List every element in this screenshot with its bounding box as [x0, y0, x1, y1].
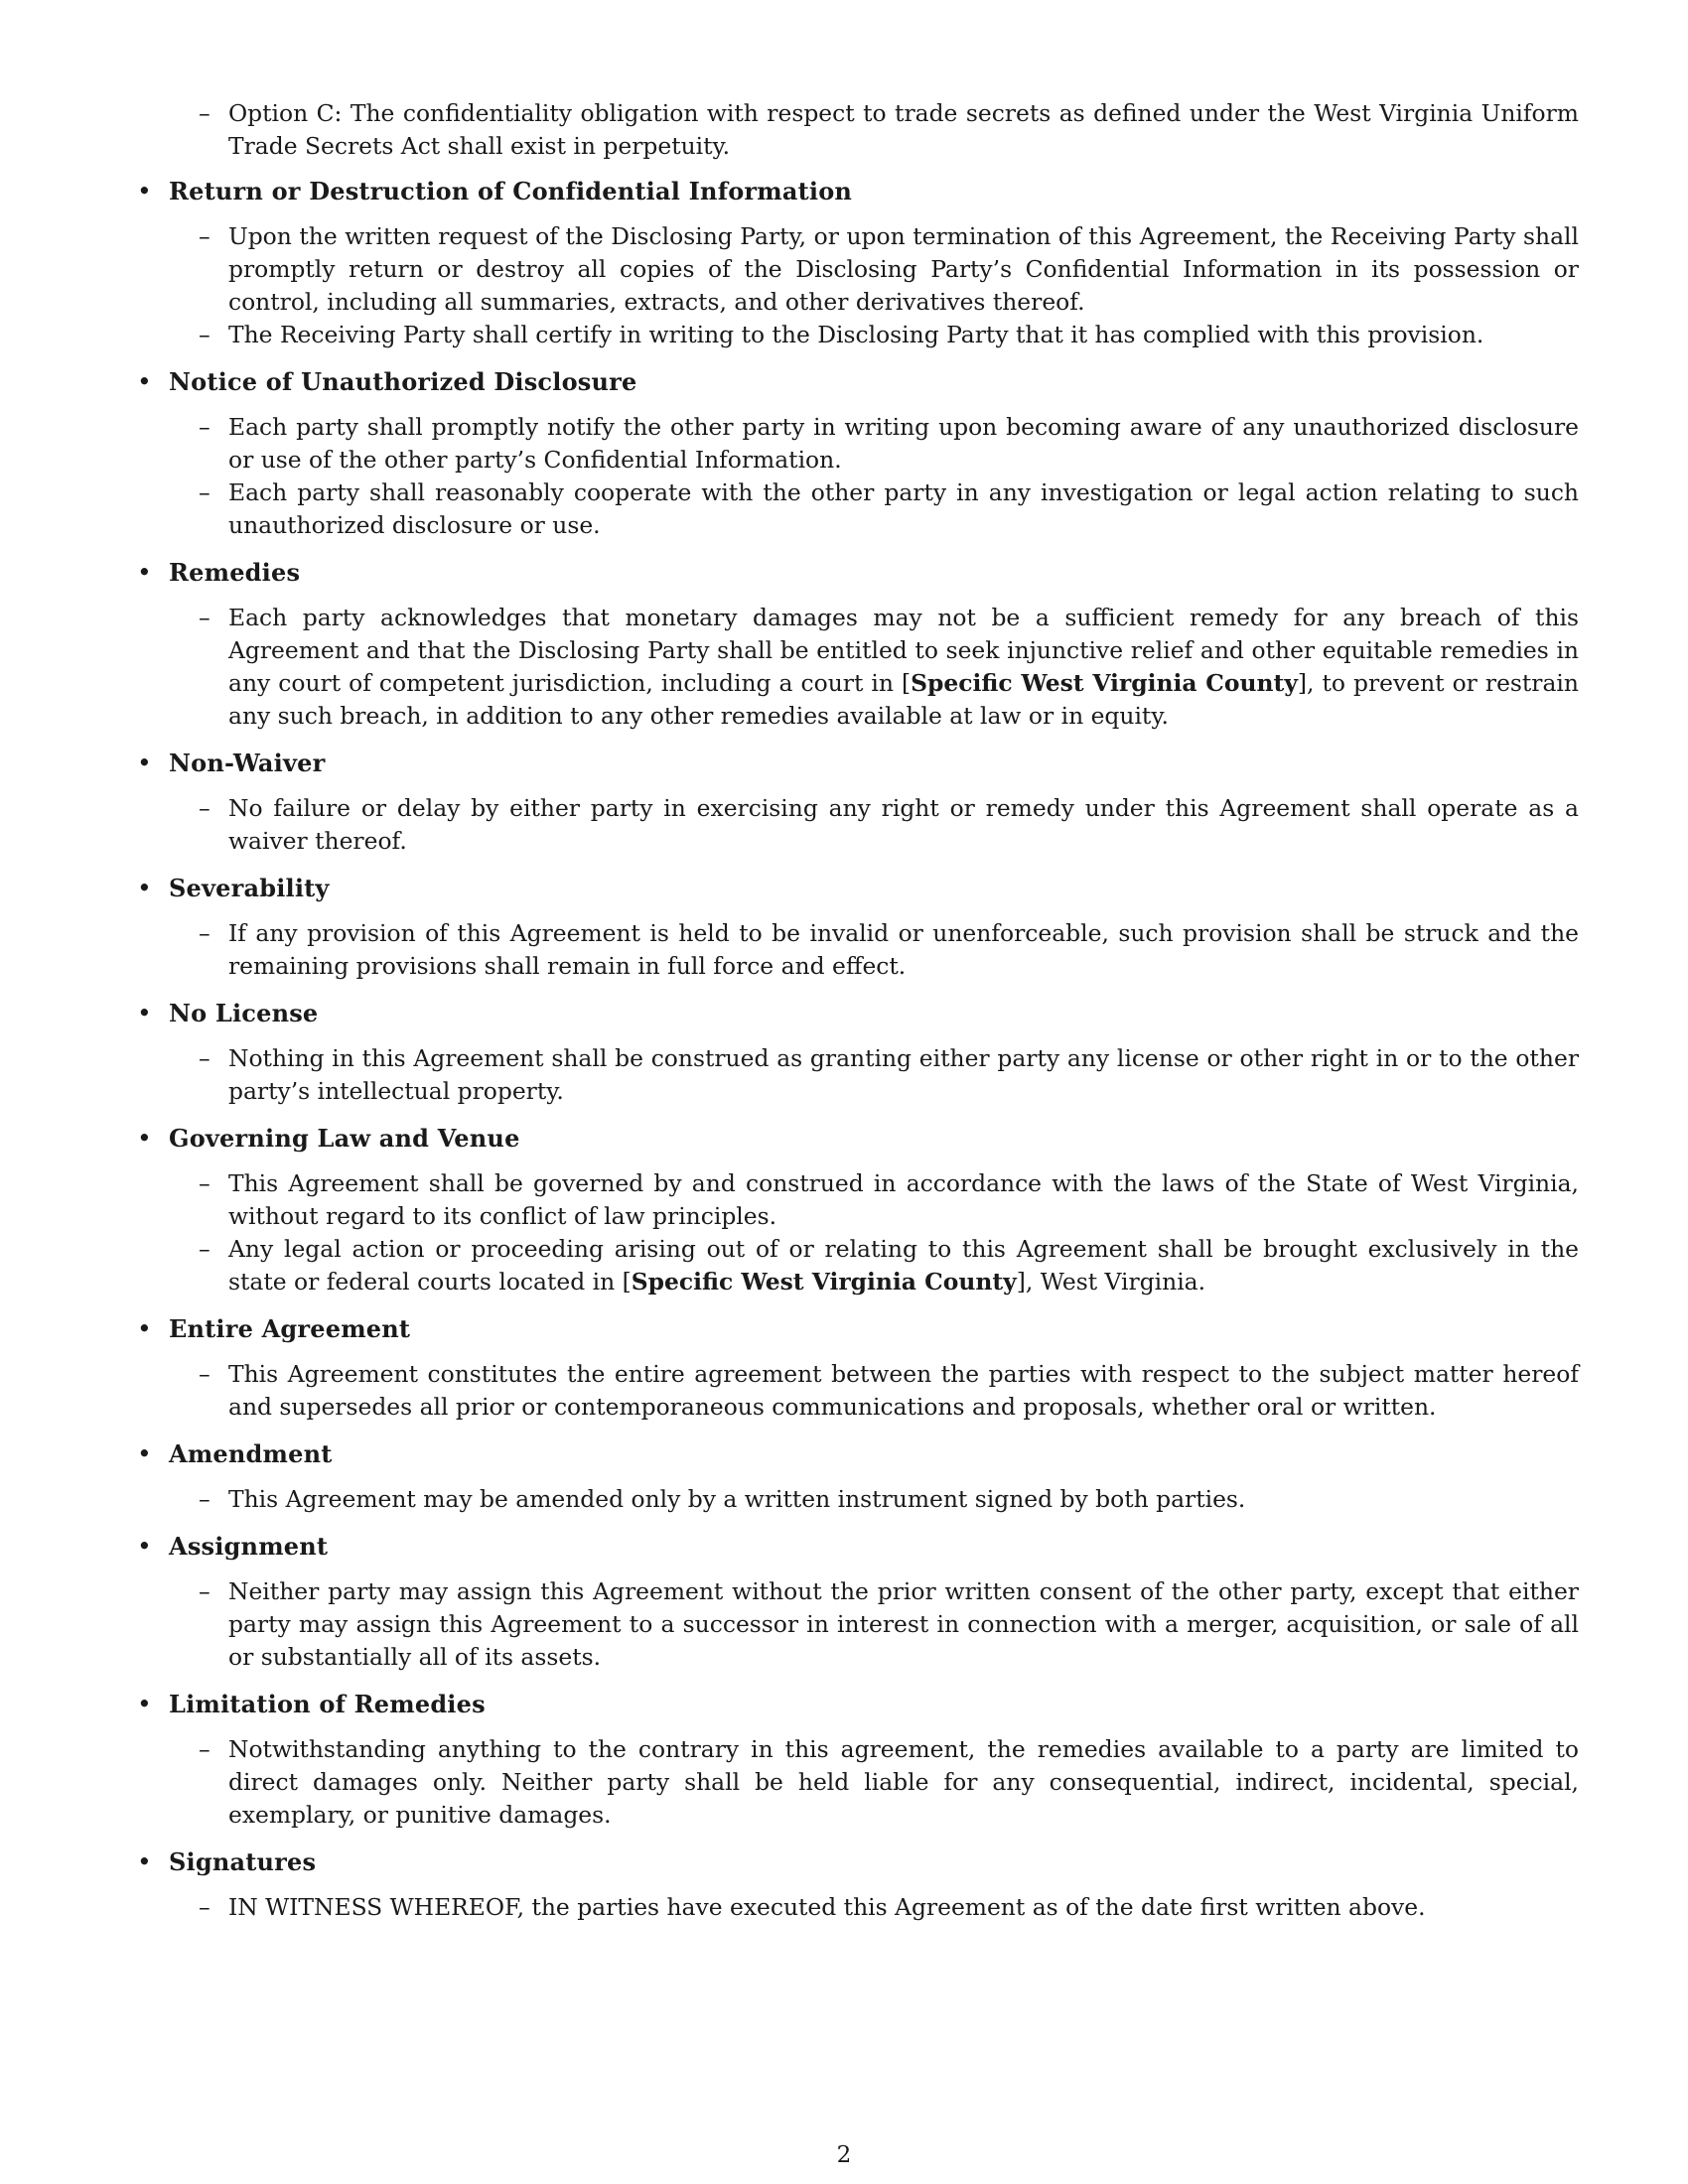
- sub-clause-text: Upon the written request of the Disclosing Party, or upon termination of this Agreement, the Receiving Party shall promptly return or destroy all copies of the Disclosing Party’s Confidential Information in its possession or control, including all summaries, extracts, and other derivatives thereof.: [228, 222, 1579, 316]
- bullet-icon: •: [137, 1847, 152, 1876]
- dash-marker: –: [199, 1360, 211, 1388]
- sub-clause: [169, 1733, 1579, 1832]
- section-title: No License: [169, 999, 319, 1027]
- sub-clause: [169, 220, 1579, 319]
- sub-clause: [169, 319, 1579, 351]
- dash-marker: –: [199, 604, 211, 631]
- sub-clause-text: If any provision of this Agreement is held to be invalid or unenforceable, such provision shall be struck and the remaining provisions shall remain in full force and effect.: [228, 919, 1579, 980]
- sub-clause-list: [169, 1358, 1579, 1424]
- section-assignment: [129, 1530, 1579, 1674]
- bullet-icon: •: [137, 874, 152, 902]
- section-title: Governing Law and Venue: [169, 1124, 520, 1153]
- dash-marker: –: [199, 413, 211, 441]
- sub-clause-list: [169, 220, 1579, 351]
- section-title: Return or Destruction of Confidential Information: [169, 177, 853, 205]
- section-remedies: [129, 556, 1579, 733]
- sub-clause-list: [169, 917, 1579, 983]
- dash-marker: –: [199, 321, 211, 348]
- section-limitation-of-remedies: [129, 1688, 1579, 1832]
- section-title: Remedies: [169, 558, 301, 587]
- dash-marker: –: [199, 99, 211, 127]
- sub-clause-list: [169, 1575, 1579, 1674]
- dash-marker: –: [199, 1577, 211, 1605]
- bullet-icon: •: [137, 999, 152, 1027]
- sub-clause: [169, 477, 1579, 542]
- sub-clause-text: Neither party may assign this Agreement without the prior written consent of the other party, except that either party may assign this Agreement to a successor in interest in connection with a merger, acquisition, or sale of all or substantially all of its assets.: [228, 1577, 1579, 1671]
- bullet-icon: •: [137, 1690, 152, 1718]
- sub-clause: [129, 97, 1579, 163]
- sub-clause: [169, 1042, 1579, 1108]
- sub-clause-text: This Agreement may be amended only by a written instrument signed by both parties.: [228, 1485, 1246, 1513]
- section-signatures: [129, 1845, 1579, 1924]
- sub-clause-text: Each party shall reasonably cooperate with the other party in any investigation or legal action relating to such unauthorized disclosure or use.: [228, 478, 1579, 539]
- sub-clause: [169, 1233, 1579, 1298]
- section-title: Non-Waiver: [169, 749, 326, 777]
- section-title: Assignment: [169, 1532, 329, 1561]
- sub-clause: [169, 1575, 1579, 1674]
- sub-clause-list: [169, 411, 1579, 542]
- section-severability: [129, 872, 1579, 983]
- sub-clause-text: This Agreement constitutes the entire agreement between the parties with respect to the subject matter hereof and supersedes all prior or contemporaneous communications and proposals, whether oral or written.: [228, 1360, 1579, 1421]
- dash-marker: –: [199, 1235, 211, 1263]
- dash-marker: –: [199, 222, 211, 250]
- bullet-icon: •: [137, 1124, 152, 1153]
- sub-clause-text: Each party acknowledges that monetary damages may not be a sufficient remedy for any breach of this Agreement and that the Disclosing Party shall be entitled to seek injunctive relief and other equitable remedies in any court of competent jurisdiction, including a court in [Specific West Virginia County], to prevent or restrain any such breach, in addition to any other remedies available at law or in equity.: [228, 604, 1579, 730]
- bullet-icon: •: [137, 177, 152, 205]
- sub-clause-list: [169, 1483, 1579, 1516]
- section-amendment: [129, 1437, 1579, 1516]
- sub-clause-text: This Agreement shall be governed by and construed in accordance with the laws of the State of West Virginia, without regard to its conflict of law principles.: [228, 1169, 1579, 1230]
- dash-marker: –: [199, 1044, 211, 1072]
- section-governing-law-and-venue: [129, 1122, 1579, 1298]
- sub-clause-text: Option C: The confidentiality obligation with respect to trade secrets as defined under the West Virginia Uniform Trade Secrets Act shall exist in perpetuity.: [228, 99, 1579, 160]
- sub-clause: [169, 1891, 1579, 1924]
- dash-marker: –: [199, 1735, 211, 1763]
- sub-clause-text: Any legal action or proceeding arising out of or relating to this Agreement shall be brought exclusively in the state or federal courts located in [Specific West Virginia County], West Virginia.: [228, 1235, 1579, 1296]
- bullet-icon: •: [137, 558, 152, 587]
- sub-clause: [169, 917, 1579, 983]
- sub-clause: [169, 1358, 1579, 1424]
- section-title: Notice of Unauthorized Disclosure: [169, 367, 637, 396]
- sub-clause: [169, 602, 1579, 733]
- dash-marker: –: [199, 478, 211, 506]
- sub-clause: [169, 1483, 1579, 1516]
- sub-clause-text: Each party shall promptly notify the other party in writing upon becoming aware of any unauthorized disclosure or use of the other party’s Confidential Information.: [228, 413, 1579, 474]
- sub-clause: [169, 411, 1579, 477]
- document-body: [129, 97, 1579, 1938]
- sub-clause-text: IN WITNESS WHEREOF, the parties have executed this Agreement as of the date first written above.: [228, 1893, 1426, 1921]
- placeholder-county: Specific West Virginia County: [631, 1268, 1017, 1296]
- section-title: Signatures: [169, 1847, 317, 1876]
- section-entire-agreement: [129, 1312, 1579, 1424]
- section-title: Severability: [169, 874, 330, 902]
- bullet-icon: •: [137, 749, 152, 777]
- section-return-or-destruction-of-confidential-information: [129, 175, 1579, 351]
- sub-clause-list: [169, 1167, 1579, 1298]
- bullet-icon: •: [137, 1314, 152, 1343]
- dash-marker: –: [199, 1169, 211, 1197]
- section-title: Entire Agreement: [169, 1314, 411, 1343]
- sub-clause: [169, 792, 1579, 858]
- dash-marker: –: [199, 1893, 211, 1921]
- dash-marker: –: [199, 919, 211, 947]
- sub-clause-list: [169, 1733, 1579, 1832]
- page-number: 2: [836, 2142, 852, 2168]
- sub-clause-list: [169, 1891, 1579, 1924]
- sub-clause-list: [169, 1042, 1579, 1108]
- continued-sub-list: [129, 97, 1579, 163]
- bullet-icon: •: [137, 1532, 152, 1561]
- placeholder-county: Specific West Virginia County: [911, 669, 1298, 697]
- section-title: Amendment: [169, 1439, 333, 1468]
- bullet-icon: •: [137, 367, 152, 396]
- sub-clause-text: Notwithstanding anything to the contrary in this agreement, the remedies available to a party are limited to direct damages only. Neither party shall be held liable for any consequential, indirect, incidental, special, exemplary, or punitive damages.: [228, 1735, 1579, 1829]
- bullet-icon: •: [137, 1439, 152, 1468]
- section-notice-of-unauthorized-disclosure: [129, 365, 1579, 542]
- sub-clause-text: The Receiving Party shall certify in writing to the Disclosing Party that it has complied with this provision.: [228, 321, 1484, 348]
- section-title: Limitation of Remedies: [169, 1690, 486, 1718]
- sub-clause-list: [169, 602, 1579, 733]
- sub-clause-text: Nothing in this Agreement shall be construed as granting either party any license or other right in or to the other party’s intellectual property.: [228, 1044, 1579, 1105]
- section-non-waiver: [129, 747, 1579, 858]
- sub-clause: [169, 1167, 1579, 1233]
- dash-marker: –: [199, 794, 211, 822]
- section-list: [129, 175, 1579, 1924]
- dash-marker: –: [199, 1485, 211, 1513]
- section-no-license: [129, 997, 1579, 1108]
- sub-clause-text: No failure or delay by either party in exercising any right or remedy under this Agreement shall operate as a waiver thereof.: [228, 794, 1579, 855]
- sub-clause-list: [169, 792, 1579, 858]
